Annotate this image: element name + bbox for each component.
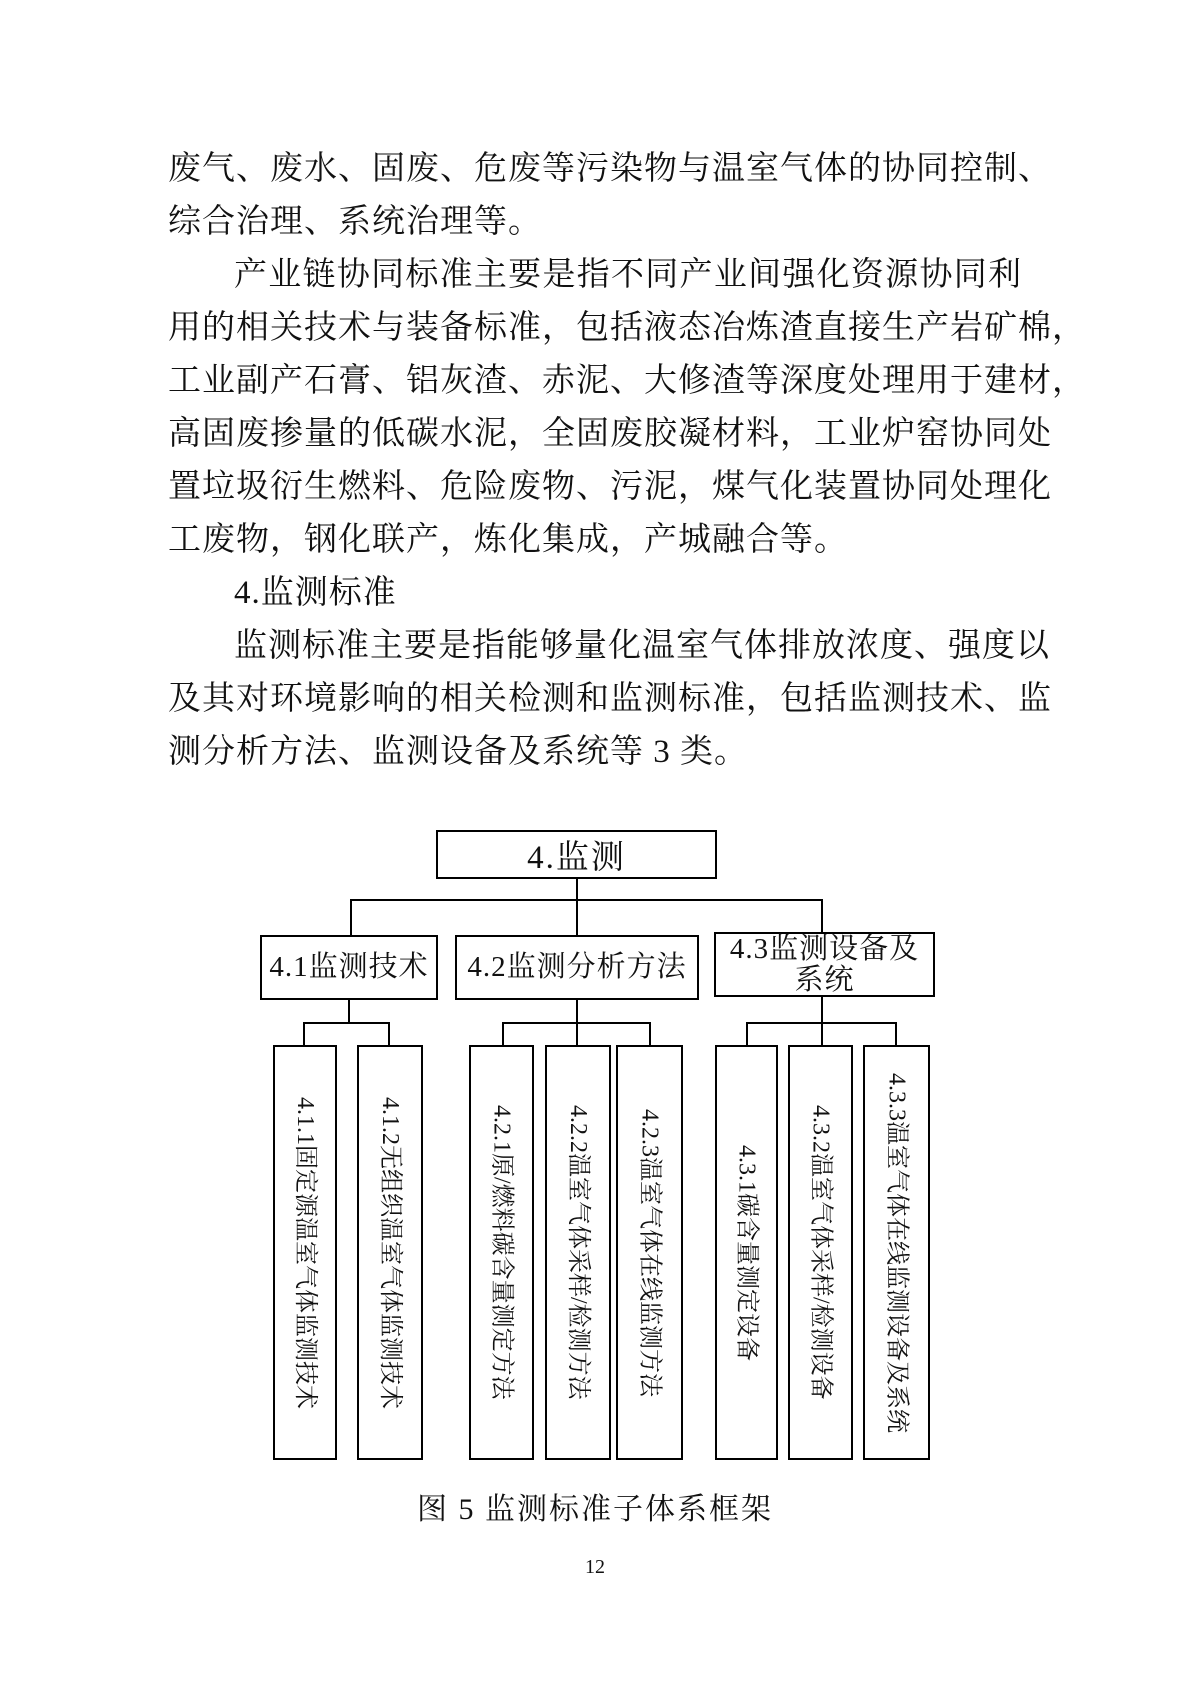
text-line: 工业副产石膏、铝灰渣、赤泥、大修渣等深度处理用于建材， (168, 363, 1086, 399)
text-line: 工废物，钢化联产，炼化集成，产城融合等。 (168, 522, 848, 558)
connector-line (303, 1022, 305, 1045)
connector-line (502, 1022, 504, 1045)
connector-line (350, 899, 352, 935)
figure-leaf-label: 4.2.2温室气体采样/检测方法 (565, 1105, 591, 1400)
text-line: 废气、废水、固废、危废等污染物与温室气体的协同控制、 (168, 151, 1052, 187)
text-line: 高固废掺量的低碳水泥，全固废胶凝材料，工业炉窑协同处 (168, 416, 1052, 452)
connector-line (576, 899, 578, 935)
figure-leaf-label: 4.1.1固定源温室气体监测技术 (292, 1096, 318, 1409)
figure-leaf-label: 4.2.3温室气体在线监测方法 (636, 1108, 663, 1397)
figure-branch-label: 4.1监测技术 (269, 951, 429, 983)
figure-leaf-box (616, 1045, 683, 1460)
figure-leaf-label: 4.3.3温室气体在线监测设备及系统 (883, 1072, 910, 1433)
figure-leaf-box (715, 1045, 778, 1460)
text-line: 监测标准主要是指能够量化温室气体排放浓度、强度以 (234, 628, 1050, 664)
connector-line (821, 1022, 823, 1045)
text-line: 置垃圾衍生燃料、危险废物、污泥，煤气化装置协同处理化 (168, 469, 1052, 505)
page-number: 12 (585, 1556, 605, 1578)
figure-leaf-box (863, 1045, 930, 1460)
figure-leaf-box (788, 1045, 853, 1460)
figure-leaf-box (357, 1045, 423, 1460)
figure-leaf-box (273, 1045, 337, 1460)
section-heading: 4.监测标准 (234, 575, 397, 611)
connector-line (576, 1022, 578, 1045)
text-line: 综合治理、系统治理等。 (168, 204, 542, 240)
figure-leaf-label: 4.3.2温室气体采样/检测设备 (807, 1105, 834, 1400)
figure-branch-box (260, 935, 438, 1000)
figure-caption: 图 5 监测标准子体系框架 (417, 1493, 773, 1526)
connector-line (350, 899, 823, 901)
connector-line (821, 899, 823, 932)
figure-branch-label: 4.3监测设备及系统 (729, 932, 920, 996)
connector-line (388, 1022, 390, 1045)
connector-line (746, 1022, 748, 1045)
connector-line (576, 1000, 578, 1024)
text-line: 及其对环境影响的相关检测和监测标准，包括监测技术、监 (168, 681, 1052, 717)
figure-leaf-label: 4.2.1原/燃料碳含量测定方法 (488, 1105, 515, 1400)
figure-leaf-label: 4.1.2无组织温室气体监测技术 (377, 1096, 403, 1409)
text-line: 用的相关技术与装备标准，包括液态冶炼渣直接生产岩矿棉， (168, 310, 1086, 346)
text-line: 产业链协同标准主要是指不同产业间强化资源协同利 (234, 257, 1022, 293)
figure-root-label: 4.监测 (527, 840, 626, 876)
connector-line (303, 1022, 390, 1024)
figure-branch-box (714, 932, 935, 997)
figure-root-box (436, 830, 717, 879)
connector-line (348, 1000, 350, 1024)
figure-leaf-label: 4.3.1碳含量测定设备 (733, 1144, 760, 1361)
figure-branch-box (455, 935, 699, 1000)
connector-line (895, 1022, 897, 1045)
connector-line (821, 997, 823, 1024)
figure-branch-label: 4.2监测分析方法 (467, 951, 687, 983)
connector-line (649, 1022, 651, 1045)
text-line: 测分析方法、监测设备及系统等 3 类。 (168, 734, 748, 770)
figure-leaf-box (469, 1045, 534, 1460)
figure-leaf-box (545, 1045, 611, 1460)
